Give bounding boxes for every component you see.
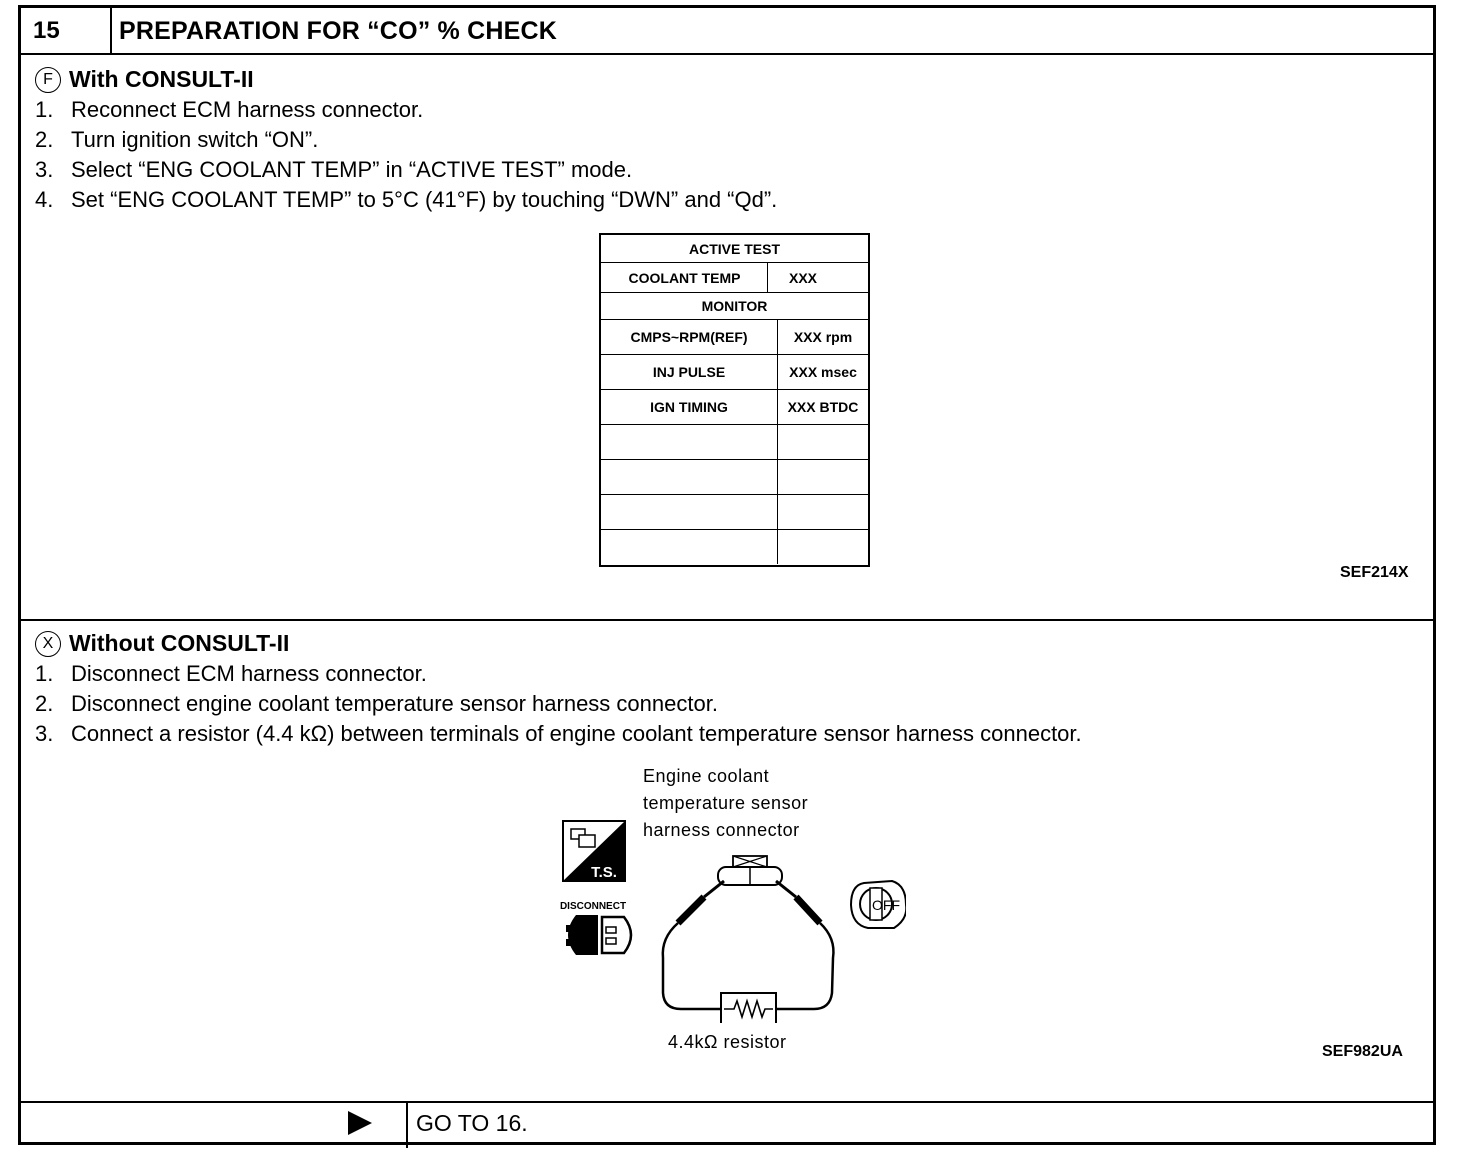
table-row	[601, 320, 868, 355]
monitor-item-value: XXX rpm	[793, 329, 853, 345]
arrow-right-icon	[348, 1111, 372, 1135]
list-item: 2. Turn ignition switch “ON”.	[35, 127, 319, 152]
with-consult-steps	[35, 95, 777, 215]
active-test-header: ACTIVE TEST	[688, 240, 780, 257]
section-rule	[21, 619, 1433, 621]
off-label: OFF	[872, 897, 900, 913]
resistor-label: 4.4kΩ resistor	[668, 1032, 787, 1052]
table-row	[601, 293, 868, 320]
without-consult-steps	[35, 659, 1082, 749]
active-test-screen	[599, 233, 870, 567]
figure-ref-sef214x: SEF214X	[1340, 564, 1409, 581]
table-row	[601, 355, 868, 390]
ignition-off-icon	[851, 881, 906, 928]
figure-ref-sef982ua: SEF982UA	[1322, 1043, 1403, 1060]
without-consult-heading-text: Without CONSULT-II	[69, 630, 290, 656]
monitor-item-value: XXX BTDC	[787, 399, 859, 415]
ts-label: T.S.	[591, 864, 617, 881]
connector-label-line1: Engine coolant	[643, 766, 770, 786]
title-rule	[21, 53, 1433, 55]
table-row	[601, 263, 868, 293]
monitor-item-label: INJ PULSE	[652, 364, 726, 380]
probe-wires	[663, 881, 834, 1009]
title-row	[21, 8, 1433, 53]
goto-next-step-link[interactable]: GO TO 16.	[416, 1110, 528, 1136]
with-consult-heading-text: With CONSULT-II	[69, 66, 254, 92]
list-item: 1. Reconnect ECM harness connector.	[35, 97, 424, 122]
monitor-item-label: IGN TIMING	[650, 399, 728, 415]
disconnect-icon	[560, 901, 631, 955]
coolant-temp-value: XXX	[788, 269, 817, 286]
list-item: 2. Disconnect engine coolant temperature sensor harness connector.	[35, 691, 718, 716]
title-divider	[110, 8, 112, 53]
goto-row	[21, 1103, 1433, 1148]
coolant-temp-label: COOLANT TEMP	[628, 269, 741, 286]
with-consult-heading	[35, 66, 254, 93]
step-number: 15	[33, 17, 60, 44]
table-row	[601, 495, 868, 530]
list-item: 3. Select “ENG COOLANT TEMP” in “ACTIVE TEST” mode.	[35, 157, 633, 182]
table-row	[601, 425, 868, 460]
resistor-wiring-diagram	[546, 813, 906, 1023]
without-consult-heading	[35, 630, 289, 657]
monitor-item-value: XXX msec	[789, 364, 857, 380]
table-row	[601, 530, 868, 564]
connector-label-line2: temperature sensor	[643, 793, 809, 813]
ts-icon	[563, 821, 625, 881]
connector-label-line3: harness connector	[643, 820, 800, 840]
page-title: PREPARATION FOR “CO” % CHECK	[119, 17, 558, 45]
table-row	[601, 460, 868, 495]
consult-f-icon: F	[35, 67, 61, 93]
table-row	[601, 390, 868, 425]
table-row	[601, 235, 868, 263]
list-item: 3. Connect a resistor (4.4 kΩ) between terminals of engine coolant temperature sensor harness connector.	[35, 721, 1082, 746]
list-item: 1. Disconnect ECM harness connector.	[35, 661, 427, 686]
goto-divider	[406, 1103, 408, 1148]
monitor-item-label: CMPS~RPM(REF)	[630, 329, 748, 345]
procedure-frame	[18, 5, 1436, 1145]
no-consult-x-icon: X	[35, 631, 61, 657]
disconnect-label: DISCONNECT	[559, 901, 627, 912]
resistor-icon	[721, 993, 776, 1023]
monitor-header: MONITOR	[701, 298, 768, 314]
sensor-connector-icon	[718, 856, 782, 885]
list-item: 4. Set “ENG COOLANT TEMP” to 5°C (41°F) by touching “DWN” and “Qd”.	[35, 187, 778, 212]
